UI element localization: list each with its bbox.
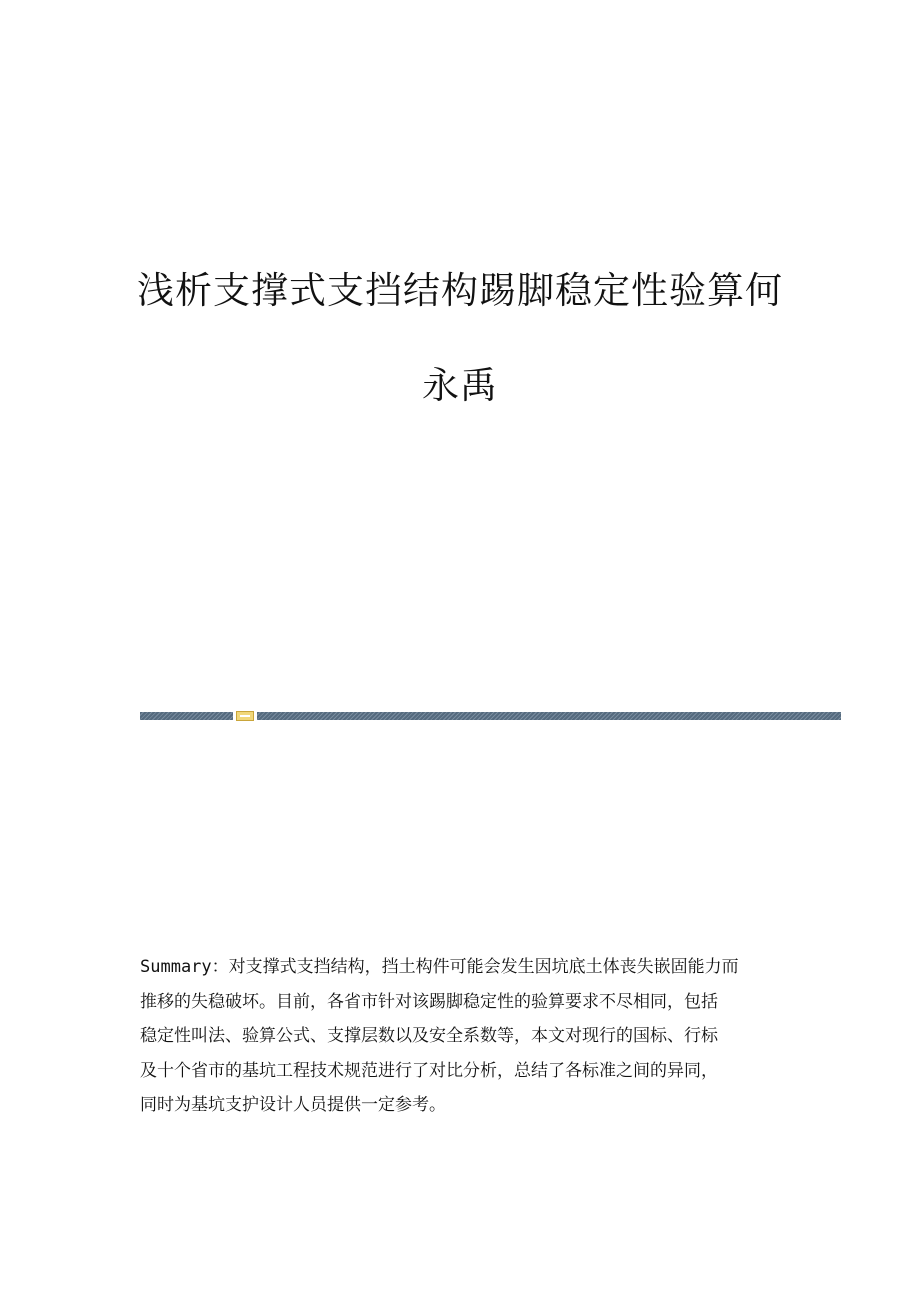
summary-line: 稳定性叫法、验算公式、支撑层数以及安全系数等，本文对现行的国标、行标 bbox=[140, 1026, 718, 1046]
summary-paragraph bbox=[140, 950, 790, 1123]
summary-line: 推移的失稳破坏。目前，各省市针对该踢脚稳定性的验算要求不尽相同，包括 bbox=[140, 991, 718, 1012]
document-title-line-1: 浅析支撑式支挡结构踢脚稳定性验算何 bbox=[137, 269, 783, 312]
summary-line: Summary：对支撑式支挡结构，挡土构件可能会发生因坑底土体丧失嵌固能力而 bbox=[140, 957, 739, 977]
summary-line: 同时为基坑支护设计人员提供一定参考。 bbox=[140, 1095, 446, 1115]
divider-bar-right bbox=[257, 712, 841, 720]
divider-bar-left bbox=[140, 712, 233, 720]
summary-line: 及十个省市的基坑工程技术规范进行了对比分析，总结了各标准之间的异同， bbox=[140, 1060, 718, 1081]
section-divider bbox=[140, 711, 841, 721]
document-title-line-2: 永禹 bbox=[422, 364, 498, 407]
divider-ornament-icon bbox=[236, 711, 254, 721]
